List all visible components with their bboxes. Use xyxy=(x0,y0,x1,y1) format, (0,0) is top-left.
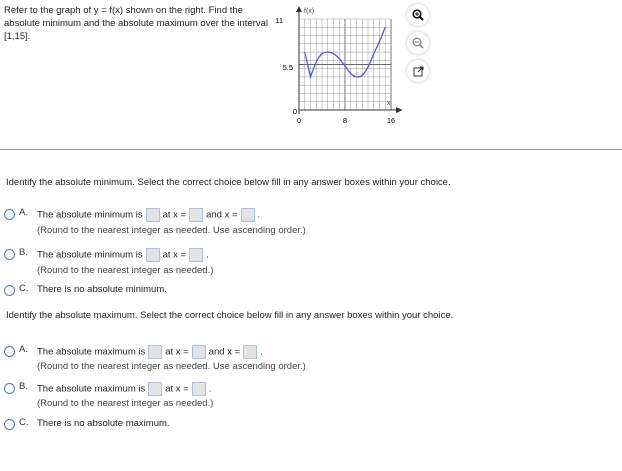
question-min-prompt: Identify the absolute minimum. Select the correct choice below fill in any answer boxes within your choice. xyxy=(6,177,451,188)
popout-button[interactable] xyxy=(407,60,429,82)
min-x1-input[interactable] xyxy=(189,208,203,222)
function-graph xyxy=(272,2,402,127)
min-value-input[interactable] xyxy=(146,208,160,222)
y-tick-0: 0 xyxy=(292,107,297,116)
min-x2-input[interactable] xyxy=(241,208,255,222)
question-max-prompt: Identify the absolute maximum. Select the correct choice below fill in any answer boxes within your choice. xyxy=(6,310,454,321)
y-tick-5.5: 5.5 xyxy=(282,63,293,72)
radio-button[interactable] xyxy=(4,419,15,430)
divider xyxy=(0,149,622,150)
y-axis-label: f(x) xyxy=(304,8,315,15)
problem-prompt: Refer to the graph of y = f(x) shown on the right. Find the absolute minimum and the absolute maximum over the interval [1,15]. xyxy=(4,5,269,42)
zoom-in-icon xyxy=(412,9,424,21)
x-axis-label: x xyxy=(387,100,391,107)
x-tick-0: 0 xyxy=(296,116,302,125)
radio-button[interactable] xyxy=(4,285,15,296)
radio-button[interactable] xyxy=(4,209,15,220)
max-x1-input[interactable] xyxy=(192,345,206,359)
radio-button[interactable] xyxy=(4,346,15,357)
x-tick-8: 8 xyxy=(342,116,348,125)
max-value-input[interactable] xyxy=(148,382,162,396)
max-x2-input[interactable] xyxy=(243,345,257,359)
max-x-input[interactable] xyxy=(192,382,206,396)
radio-button[interactable] xyxy=(4,383,15,394)
radio-button[interactable] xyxy=(4,249,15,260)
min-value-input[interactable] xyxy=(146,248,160,262)
zoom-out-icon xyxy=(412,37,424,49)
max-value-input[interactable] xyxy=(148,345,162,359)
x-axis-arrow xyxy=(396,107,402,113)
min-x-input[interactable] xyxy=(189,248,203,262)
graph-grid xyxy=(296,6,402,114)
zoom-out-button[interactable] xyxy=(407,32,429,54)
zoom-in-button[interactable] xyxy=(407,4,429,26)
y-axis-arrow xyxy=(296,6,302,12)
y-tick-11: 11 xyxy=(275,16,283,25)
x-tick-16: 16 xyxy=(386,116,396,125)
popout-icon xyxy=(413,66,424,77)
